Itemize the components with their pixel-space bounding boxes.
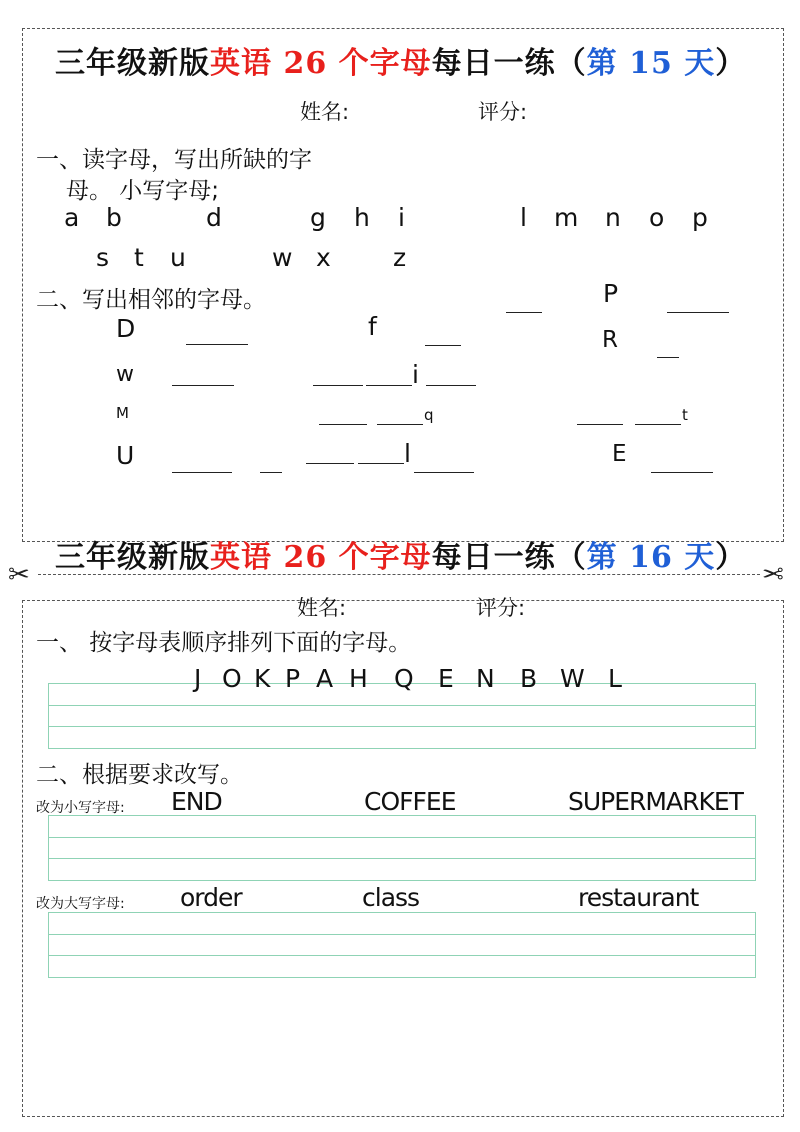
answer-blank[interactable] bbox=[577, 424, 623, 425]
answer-blank[interactable] bbox=[306, 463, 354, 464]
letter-prompt: i bbox=[412, 360, 419, 389]
letter-prompt: t bbox=[682, 406, 688, 424]
day16-title: 三年级新版英语 26 个字母每日一练（第 16 天） bbox=[55, 540, 747, 575]
letter-prompt: P bbox=[603, 279, 619, 308]
letter-prompt: R bbox=[602, 327, 618, 353]
section1-instruction-line1: 一、读字母，写出所缺的字 bbox=[36, 147, 312, 173]
word-prompt: END bbox=[171, 787, 222, 816]
scissors-icon: ✂ bbox=[762, 560, 784, 590]
letter: m bbox=[554, 203, 579, 232]
answer-blank[interactable] bbox=[172, 472, 232, 473]
letter-prompt: D bbox=[116, 314, 136, 343]
writing-lines[interactable] bbox=[48, 815, 756, 881]
answer-blank[interactable] bbox=[667, 312, 729, 313]
letter-prompt: q bbox=[424, 406, 434, 424]
section2-heading: 二、写出相邻的字母。 bbox=[36, 287, 266, 313]
letter: l bbox=[520, 203, 527, 232]
letter: b bbox=[106, 203, 122, 232]
letter-prompt: l bbox=[404, 439, 411, 468]
letter: u bbox=[170, 243, 186, 272]
answer-blank[interactable] bbox=[377, 424, 423, 425]
answer-blank[interactable] bbox=[319, 424, 367, 425]
answer-blank[interactable] bbox=[426, 385, 476, 386]
word-prompt: restaurant bbox=[578, 883, 699, 912]
letter: w bbox=[272, 243, 293, 272]
letter-prompt: w bbox=[116, 362, 134, 387]
letter: z bbox=[393, 243, 407, 272]
day15-title: 三年级新版英语 26 个字母每日一练（第 15 天） bbox=[55, 46, 747, 81]
writing-lines[interactable] bbox=[48, 912, 756, 978]
letter: o bbox=[649, 203, 665, 232]
section2-heading: 二、根据要求改写。 bbox=[36, 762, 243, 788]
letter: h bbox=[354, 203, 370, 232]
word-prompt: class bbox=[362, 883, 420, 912]
letter: d bbox=[206, 203, 222, 232]
lowercase-label: 改为小写字母: bbox=[36, 800, 125, 816]
name-field-label: 姓名: bbox=[297, 596, 347, 620]
word-prompt: order bbox=[180, 883, 242, 912]
answer-blank[interactable] bbox=[651, 472, 713, 473]
score-field-label: 评分: bbox=[476, 596, 526, 620]
uppercase-label: 改为大写字母: bbox=[36, 896, 125, 912]
answer-blank[interactable] bbox=[414, 472, 474, 473]
letter: t bbox=[134, 243, 144, 272]
letter: i bbox=[398, 203, 405, 232]
section1-heading: 一、 按字母表顺序排列下面的字母。 bbox=[36, 630, 412, 656]
letter: s bbox=[96, 243, 110, 272]
letter: g bbox=[310, 203, 326, 232]
answer-blank[interactable] bbox=[635, 424, 681, 425]
letter: a bbox=[64, 203, 80, 232]
answer-blank[interactable] bbox=[425, 345, 461, 346]
answer-blank[interactable] bbox=[313, 385, 363, 386]
letter-prompt: M bbox=[116, 404, 129, 422]
answer-blank[interactable] bbox=[186, 344, 248, 345]
letter: p bbox=[692, 203, 708, 232]
answer-blank[interactable] bbox=[366, 385, 412, 386]
score-field-label: 评分: bbox=[478, 100, 528, 124]
answer-blank[interactable] bbox=[358, 463, 404, 464]
answer-blank[interactable] bbox=[506, 312, 542, 313]
scissors-icon: ✂ bbox=[8, 560, 30, 590]
letter-prompt: f bbox=[368, 312, 377, 341]
answer-blank[interactable] bbox=[657, 357, 679, 358]
name-field-label: 姓名: bbox=[300, 100, 350, 124]
letter: x bbox=[316, 243, 331, 272]
letter-prompt: U bbox=[116, 441, 135, 470]
word-prompt: COFFEE bbox=[364, 787, 456, 816]
section1-instruction-line2: 母。 小写字母; bbox=[66, 178, 220, 204]
word-prompt: SUPERMARKET bbox=[568, 787, 743, 816]
letter: n bbox=[605, 203, 621, 232]
answer-blank[interactable] bbox=[172, 385, 234, 386]
answer-blank[interactable] bbox=[260, 472, 282, 473]
letter-prompt: E bbox=[612, 441, 627, 467]
